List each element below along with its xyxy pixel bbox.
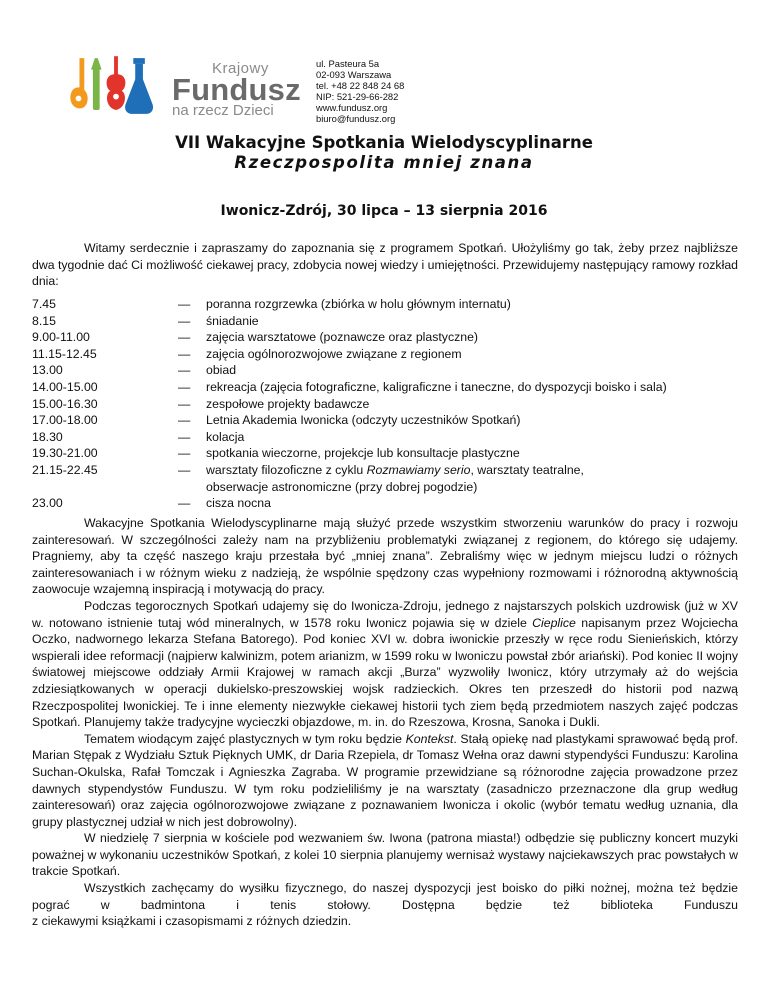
schedule-row <box>32 379 738 396</box>
logo-word-fundusz: Fundusz <box>172 72 301 107</box>
schedule-desc <box>206 462 738 495</box>
schedule-row <box>32 445 738 462</box>
address-phone: tel. +48 22 848 24 68 <box>316 80 405 91</box>
place-and-dates: Iwonicz-Zdrój, 30 lipca – 13 sierpnia 2016 <box>220 203 548 219</box>
paragraph-art-theme <box>32 731 738 831</box>
schedule-dash: — <box>178 396 191 411</box>
schedule-desc: kolacja <box>206 429 245 444</box>
schedule-row <box>32 296 738 313</box>
daily-schedule <box>32 296 738 512</box>
schedule-desc-line2: obserwacje astronomiczne (przy dobrej pogodzie) <box>206 479 478 494</box>
schedule-row <box>32 346 738 363</box>
schedule-desc: poranna rozgrzewka (zbiórka w holu głównym internatu) <box>206 297 511 311</box>
schedule-time: 21.15-22.45 <box>32 462 98 477</box>
schedule-desc-part: , warsztaty teatralne, <box>470 462 584 477</box>
paragraph-part: napisanym przez Wojciecha Oczko, nadwornego lekarza Stefana Batorego). Pod koniec XVI w. dobra iwonickie przeszły w ręce rodu Sienieńskich, którzy wspierali idee reformacji (najpierw kalwinizm, potem arianizm, w 1599 roku w Iwoniczu powstał zbór ariański). Pod koniec II wojny światowej miejscowe oddziały Armii Krajowej w ramach akcji „Burza” wyzwoliły Iwonicz, który utrzymały aż do wejścia zdziesiątkowanych w operacji dukielsko-preszowskiej wojsk radzieckich. Okres ten przeszedł do historii pod nazwą Rzeczpospolitej Iwonickiej. Te i inne elementy niezwykłe ciekawej historii tych ziem będą przedmiotem naszych zajęć podczas Spotkań. Planujemy także tradycyjne wycieczki objazdowe, m. in. do Rzeszowa, Krosna, Sanoka i Dukli. <box>32 615 738 730</box>
schedule-row <box>32 329 738 346</box>
schedule-time: 17.00-18.00 <box>32 413 98 428</box>
address-nip: NIP: 521-29-66-282 <box>316 91 399 102</box>
paragraph-part: Tematem wiodącym zajęć plastycznych w tym roku będzie <box>84 731 406 746</box>
document-title: VII Wakacyjne Spotkania Wielodyscyplinarne <box>175 133 593 152</box>
paragraph-book-title: Cieplice <box>532 615 576 630</box>
logo-word-krajowy: Krajowy <box>212 60 269 77</box>
schedule-desc: zajęcia warsztatowe (poznawcze oraz plastyczne) <box>206 330 479 345</box>
schedule-row <box>32 313 738 330</box>
schedule-time: 18.30 <box>32 429 63 444</box>
schedule-dash: — <box>178 363 191 378</box>
schedule-time: 8.15 <box>32 313 56 328</box>
schedule-dash: — <box>178 297 191 311</box>
paragraph-sports-last-line: z ciekawymi książkami i czasopismami z różnych dziedzin. <box>32 914 352 929</box>
body-text <box>32 515 738 930</box>
schedule-time: 9.00-11.00 <box>32 330 90 345</box>
schedule-dash: — <box>178 429 191 444</box>
schedule-time: 7.45 <box>32 297 56 311</box>
document-subtitle: Rzeczpospolita mniej znana <box>234 153 534 172</box>
address-city: 02-093 Warszawa <box>316 69 392 80</box>
schedule-dash: — <box>178 496 191 511</box>
logo-word-na-rzecz-dzieci: na rzecz Dzieci <box>172 102 274 119</box>
paragraph-history <box>32 598 738 731</box>
address-block <box>316 58 404 124</box>
schedule-time: 23.00 <box>32 496 63 511</box>
paragraph-part: Podczas tegorocznych Spotkań udajemy się do Iwonicza-Zdroju, jednego z najstarszych polskich uzdrowisk (już w XV w. notowano istnienie tutaj wód mineralnych, w 1578 roku Iwonicz pojawia się w dziele <box>32 598 738 630</box>
schedule-desc-title: Rozmawiamy serio <box>366 462 471 477</box>
address-email[interactable]: biuro@fundusz.org <box>316 113 396 124</box>
paragraph-purpose: Wakacyjne Spotkania Wielodyscyplinarne mają służyć przede wszystkim stworzeniu warunków do pracy i rozwoju zainteresowań. W szczególności zależy nam na przybliżeniu problematyki związanej z regionem, do którego się udajemy. Pragniemy, aby ta część naszego kraju przestała być „mniej znana”. Zebraliśmy więc w jednym miejscu ludzi o różnych zainteresowaniach i w różnym wieku z nadzieją, że wspólnie spędzony czas wypełniony rozmowami i różnorodną aktywnością zaowocuje wzajemną inspiracją i motywacją do pracy. <box>32 516 738 597</box>
schedule-desc: zajęcia ogólnorozwojowe związane z regionem <box>206 346 462 361</box>
schedule-row <box>32 495 738 512</box>
schedule-desc: spotkania wieczorne, projekcje lub konsultacje plastyczne <box>206 446 520 461</box>
schedule-row <box>32 396 738 413</box>
schedule-desc: obiad <box>206 363 237 378</box>
schedule-dash: — <box>178 346 191 361</box>
schedule-desc-part: warsztaty filozoficzne z cyklu <box>206 462 367 477</box>
paragraph-theme-title: Kontekst <box>405 731 454 746</box>
schedule-desc: zespołowe projekty badawcze <box>206 396 370 411</box>
schedule-dash: — <box>178 313 191 328</box>
schedule-dash: — <box>178 379 191 394</box>
logo-instruments-icon <box>66 50 166 122</box>
schedule-time: 13.00 <box>32 363 63 378</box>
address-street: ul. Pasteura 5a <box>316 58 380 69</box>
address-website[interactable]: www.fundusz.org <box>316 102 388 113</box>
schedule-dash: — <box>178 446 191 461</box>
schedule-time: 19.30-21.00 <box>32 446 98 461</box>
schedule-time: 15.00-16.30 <box>32 396 98 411</box>
schedule-row <box>32 462 738 495</box>
paragraph-part: . Stałą opiekę nad plastykami sprawować będą prof. Marian Stępak z Wydziału Sztuk Pięknych UMK, dr Daria Rzepiela, dr Tomasz Wełna oraz dawni stypendyści Funduszu: Karolina Suchan-Okulska, Rafał Tomczak i Agnieszka Zagraba. W programie przewidziane są różnorodne zajęcia prowadzone przez dawnych stypendystów Funduszu. W tym roku podzieliliśmy je na warsztaty (zasadniczo przeznaczone dla grup według zainteresowań) oraz zajęcia ogólnorozwojowe związane z poznawaniem Iwonicza i okolic (wybór tematu według uznania, dla grupy plastycznej udział w nich jest dobrowolny). <box>32 731 738 829</box>
paragraph-concert: W niedzielę 7 sierpnia w kościele pod wezwaniem św. Iwona (patrona miasta!) odbędzie się publiczny koncert muzyki poważnej w wykonaniu uczestników Spotkań, z kolei 10 sierpnia planujemy wernisaż wystawy najciekawszych prac powstałych w trakcie Spotkań. <box>32 831 738 879</box>
schedule-dash: — <box>178 462 191 477</box>
schedule-desc: rekreacja (zajęcia fotograficzne, kaligraficzne i taneczne, do dyspozycji boisko i sala) <box>206 379 667 394</box>
schedule-row <box>32 412 738 429</box>
schedule-dash: — <box>178 330 191 345</box>
paragraph-sports: Wszystkich zachęcamy do wysiłku fizycznego, do naszej dyspozycji jest boisko do piłki nożnej, można też będzie pograć w badmintona i tenis stołowy. Dostępna będzie też biblioteka Funduszu <box>32 881 738 912</box>
intro-paragraph: Witamy serdecznie i zapraszamy do zapoznania się z programem Spotkań. Ułożyliśmy go tak, żeby przez najbliższe dwa tygodnie dać Ci możliwość ciekawej pracy, zdobycia nowej wiedzy i umiejętności. Przewidujemy następujący ramowy rozkład dnia: <box>32 241 738 289</box>
schedule-row <box>32 429 738 446</box>
schedule-row <box>32 362 738 379</box>
schedule-desc: śniadanie <box>206 313 259 328</box>
schedule-desc: cisza nocna <box>206 496 271 511</box>
schedule-desc: Letnia Akademia Iwonicka (odczyty uczestników Spotkań) <box>206 413 521 428</box>
schedule-time: 14.00-15.00 <box>32 379 98 394</box>
schedule-dash: — <box>178 413 191 428</box>
schedule-time: 11.15-12.45 <box>32 346 97 361</box>
